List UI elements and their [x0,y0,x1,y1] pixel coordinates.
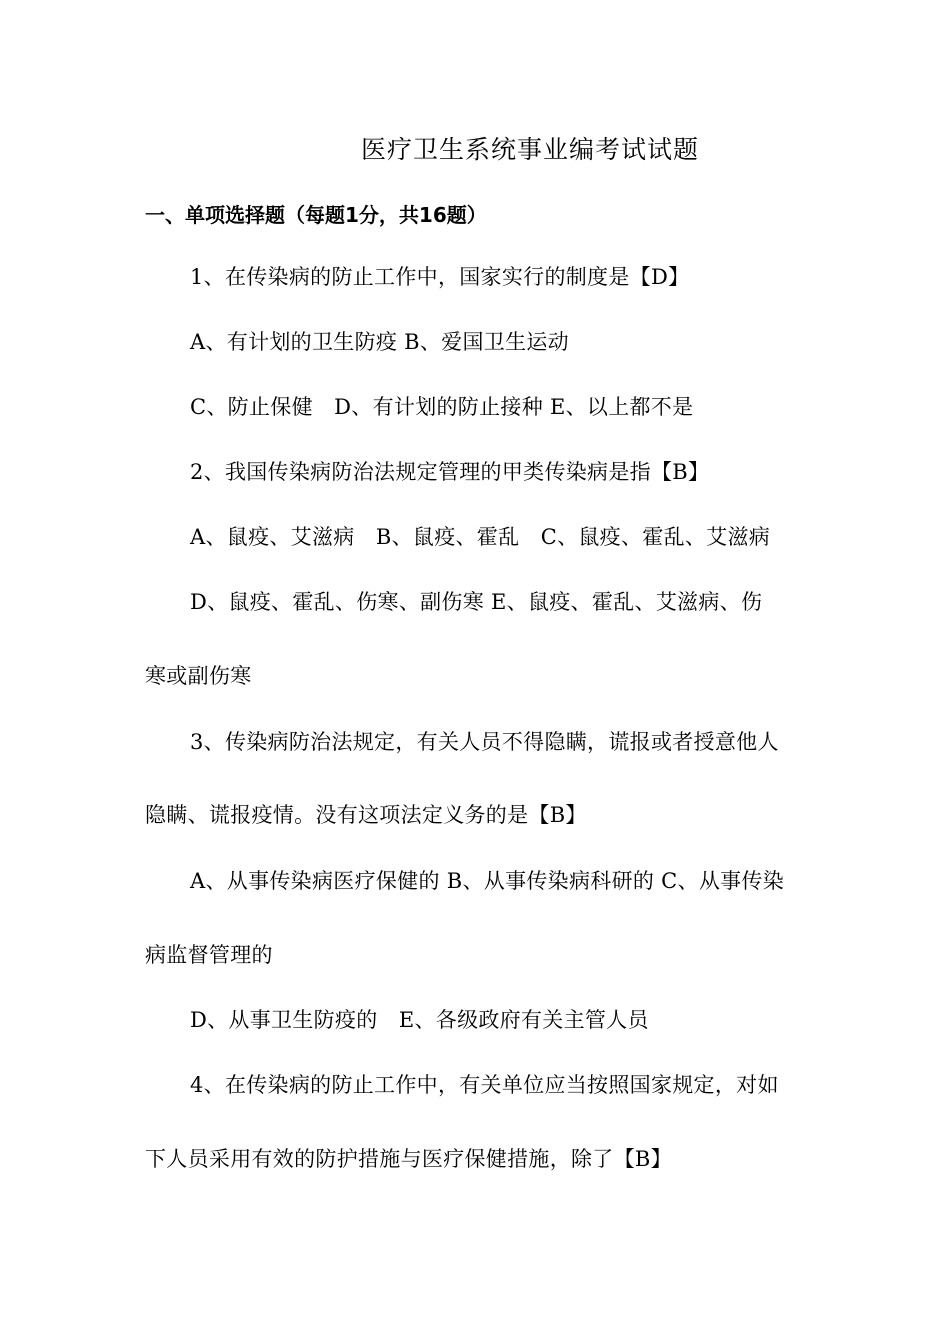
question-3-text: 3、传染病防治法规定，有关人员不得隐瞒，谎报或者授意他人 [190,730,779,754]
question-4-text-continued: 下人员采用有效的防护措施与医疗保健措施，除了【B】 [145,1147,672,1171]
question-3-options-abc: A、从事传染病医疗保健的 B、从事传染病科研的 C、从事传染 [190,869,785,893]
question-1-text: 1、在传染病的防止工作中，国家实行的制度是【D】 [190,265,690,289]
question-3-options-de: D、从事卫生防疫的 E、各级政府有关主管人员 [190,1008,649,1032]
question-1-options-cde: C、防止保健 D、有计划的防止接种 E、以上都不是 [190,395,694,419]
section-heading: 一、单项选择题（每题1分，共16题） [145,203,487,227]
question-2-options-abc: A、鼠疫、艾滋病 B、鼠疫、霍乱 C、鼠疫、霍乱、艾滋病 [190,525,771,549]
document-title: 医疗卫生系统事业编考试试题 [360,135,699,164]
question-3-text-continued: 隐瞒、谎报疫情。没有这项法定义务的是【B】 [145,803,587,827]
question-2-options-de: D、鼠疫、霍乱、伤寒、副伤寒 E、鼠疫、霍乱、艾滋病、伤 [190,590,763,614]
question-2-options-continued: 寒或副伤寒 [145,664,252,688]
question-1-options-ab: A、有计划的卫生防疫 B、爱国卫生运动 [190,330,569,354]
question-2-text: 2、我国传染病防治法规定管理的甲类传染病是指【B】 [190,460,710,484]
question-4-text: 4、在传染病的防止工作中，有关单位应当按照国家规定，对如 [190,1073,779,1097]
question-3-options-continued: 病监督管理的 [145,943,273,967]
